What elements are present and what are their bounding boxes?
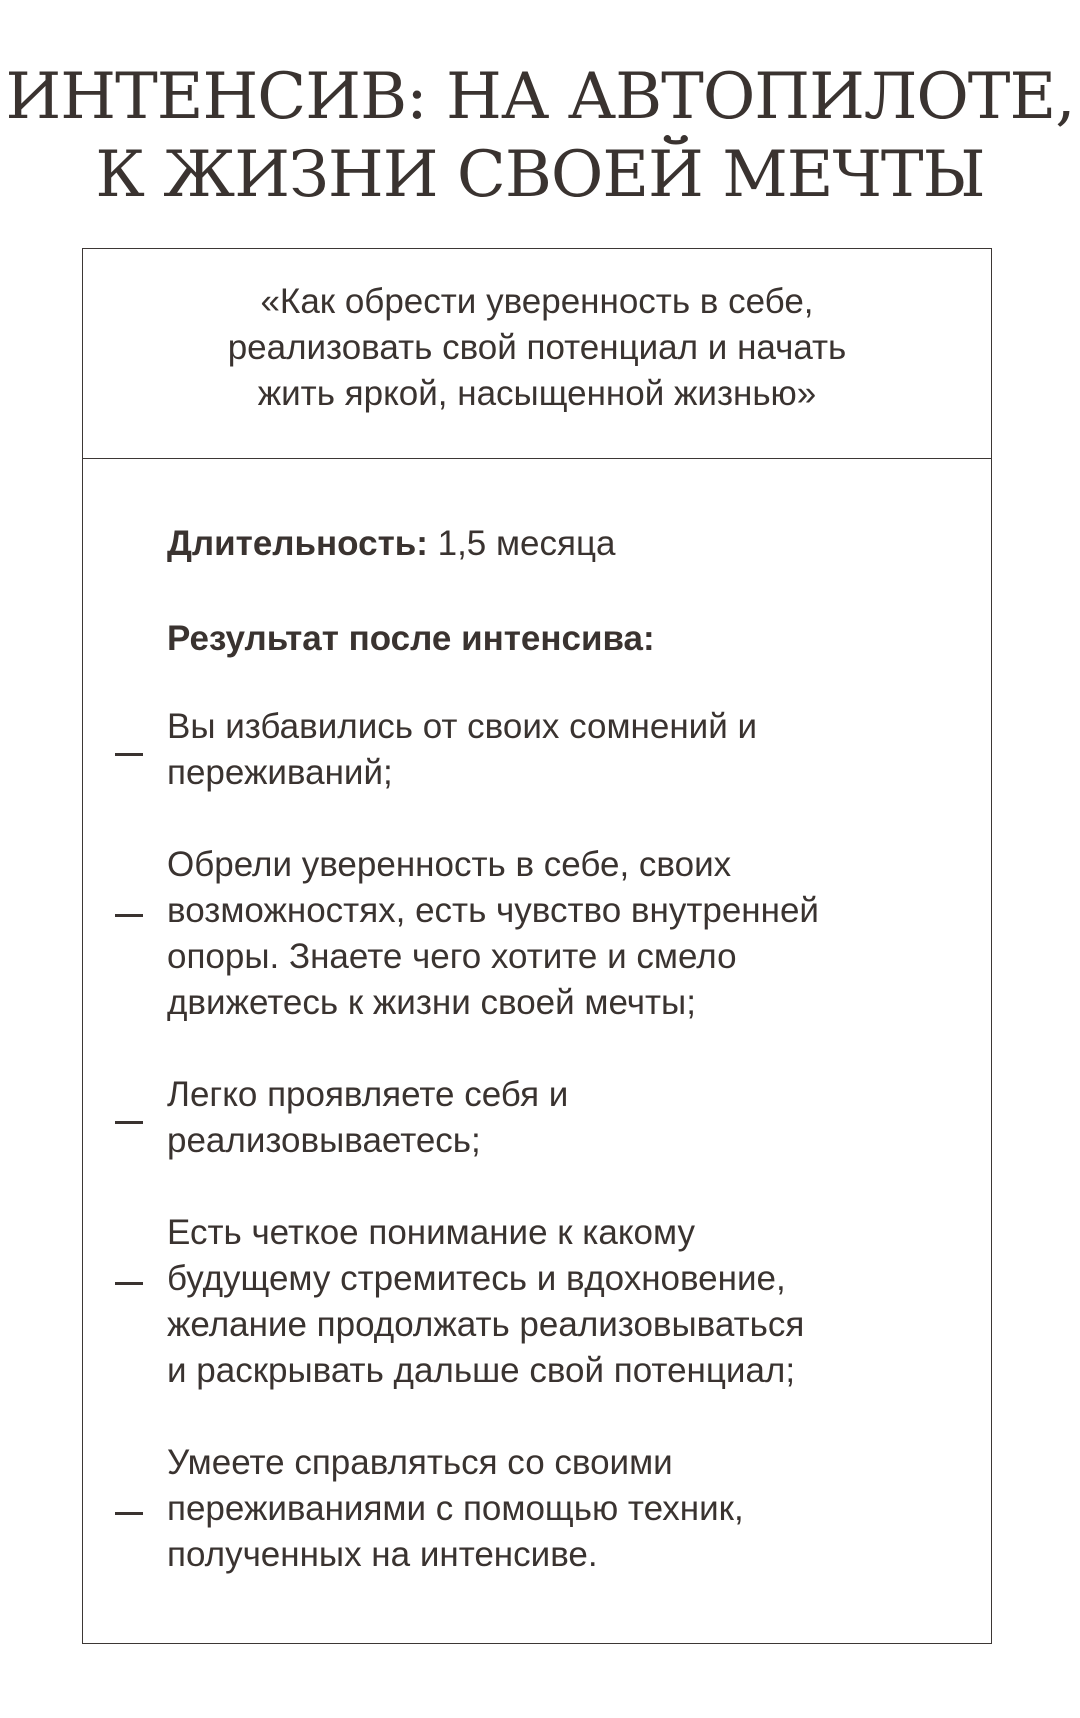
card-header	[83, 249, 991, 459]
subtitle-quote	[83, 279, 991, 417]
subtitle-line-2: реализовать свой потенциал и начать	[227, 328, 847, 367]
results-heading	[167, 616, 655, 662]
dash-marker	[115, 1121, 143, 1124]
subtitle-line-1: «Как обрести уверенность в себе,	[260, 282, 814, 321]
result-4-line-4: и раскрывать дальше свой потенциал;	[167, 1351, 796, 1390]
result-1-line-1: Вы избавились от своих сомнений и	[167, 707, 758, 746]
dash-marker	[115, 914, 143, 917]
result-4-line-2: будущему стремитесь и вдохновение,	[167, 1259, 786, 1298]
subtitle-line-3: жить яркой, насыщенной жизнью»	[257, 374, 817, 413]
result-4-line-3: желание продолжать реализовываться	[167, 1305, 805, 1344]
page-title	[0, 58, 1080, 214]
result-5-line-2: переживаниями с помощью техник,	[167, 1489, 744, 1528]
result-item-5	[167, 1440, 967, 1578]
title-line-1: ИНТЕНСИВ: НА АВТОПИЛОТЕ,	[5, 60, 1075, 134]
duration-row	[167, 521, 616, 567]
result-item-2	[167, 842, 967, 1026]
result-1-line-2: переживаний;	[167, 753, 393, 792]
result-2-line-4: движетесь к жизни своей мечты;	[167, 983, 696, 1022]
result-3-line-1: Легко проявляете себя и	[167, 1075, 569, 1114]
title-line-2: К ЖИЗНИ СВОЕЙ МЕЧТЫ	[95, 138, 985, 212]
info-card	[82, 248, 992, 1644]
result-2-line-2: возможностях, есть чувство внутренней	[167, 891, 819, 930]
result-2-line-1: Обрели уверенность в себе, своих	[167, 845, 732, 884]
duration-value: 1,5 месяца	[427, 524, 616, 563]
result-2-line-3: опоры. Знаете чего хотите и смело	[167, 937, 737, 976]
result-item-3	[167, 1072, 967, 1164]
result-3-line-2: реализовываетесь;	[167, 1121, 481, 1160]
result-5-line-3: полученных на интенсиве.	[167, 1535, 598, 1574]
results-heading-text: Результат после интенсива:	[167, 619, 655, 658]
dash-marker	[115, 1282, 143, 1285]
dash-marker	[115, 1512, 143, 1515]
result-5-line-1: Умеете справляться со своими	[167, 1443, 673, 1482]
result-item-1	[167, 704, 967, 796]
dash-marker	[115, 753, 143, 756]
result-item-4	[167, 1210, 967, 1394]
duration-label: Длительность:	[167, 524, 428, 563]
result-4-line-1: Есть четкое понимание к какому	[167, 1213, 695, 1252]
